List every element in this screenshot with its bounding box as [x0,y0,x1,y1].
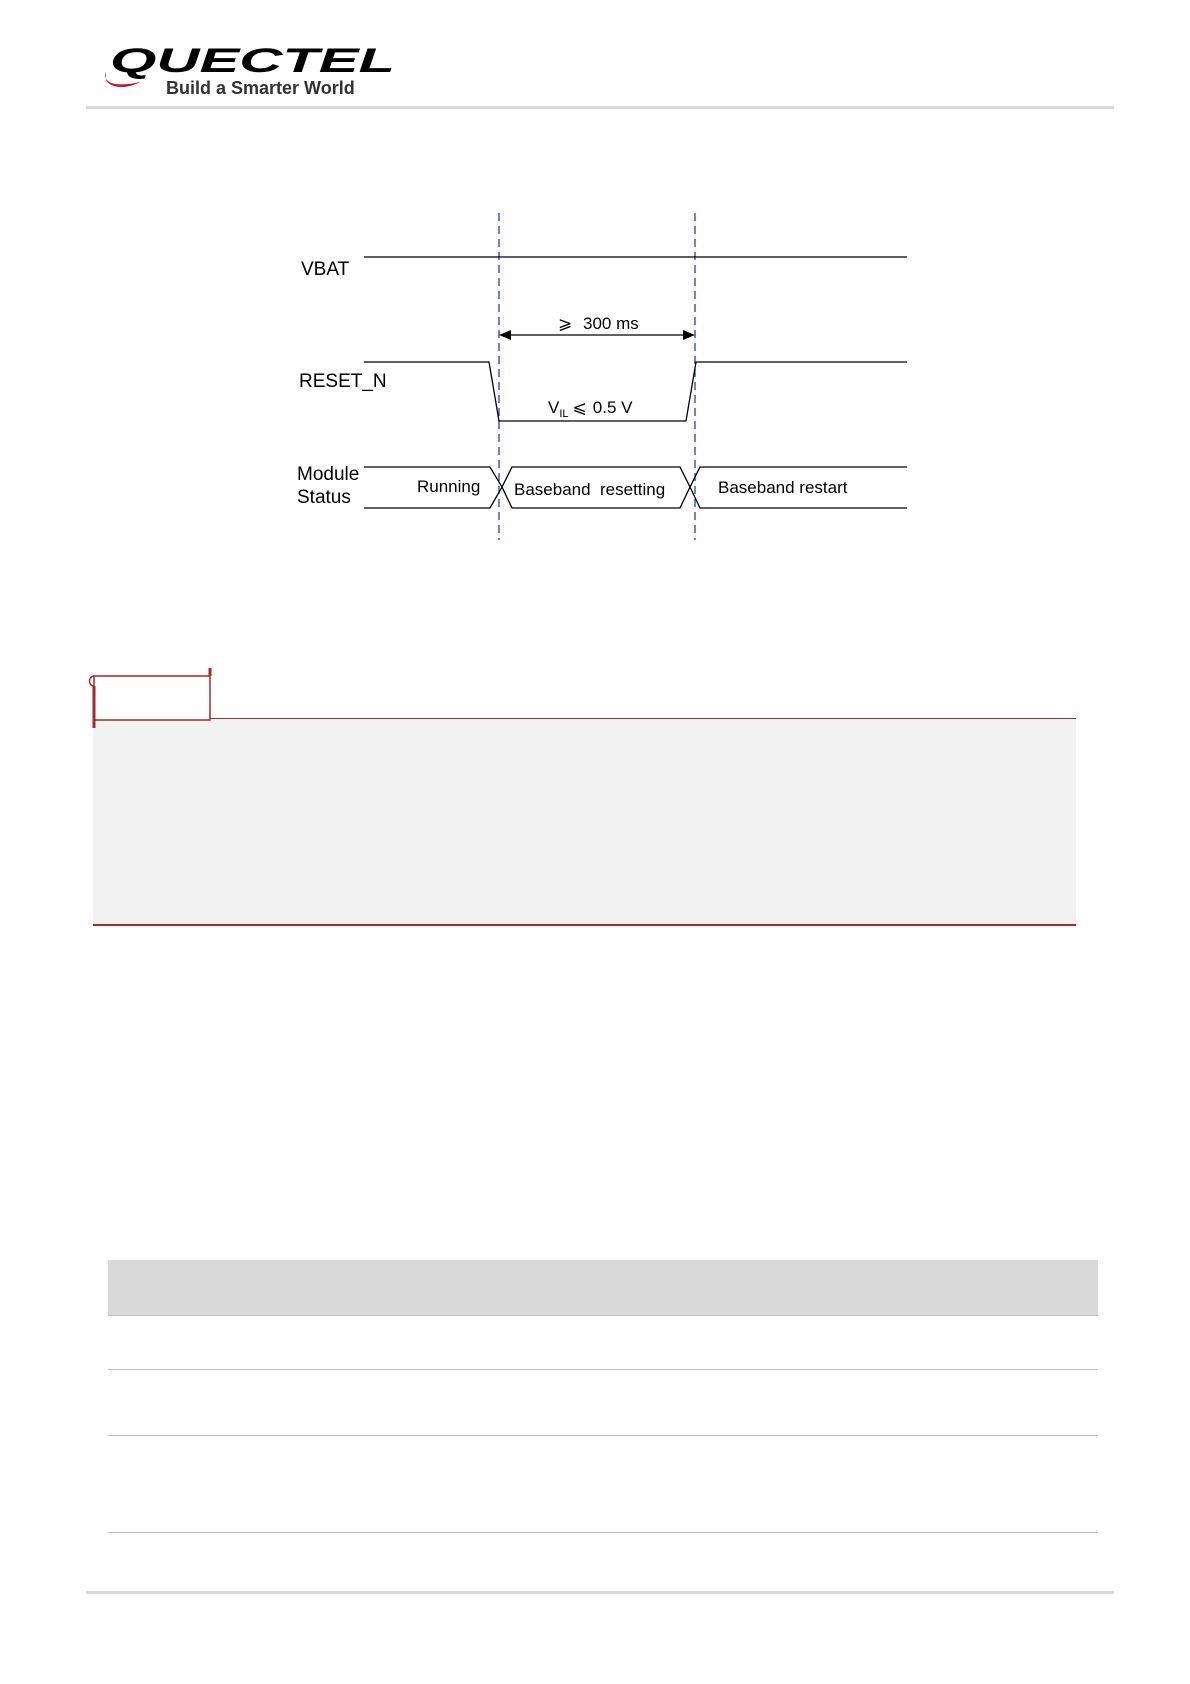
table-header-row [108,1260,1098,1315]
arrow-head-right-icon [683,330,695,340]
state-baseband-resetting: Baseband resetting [514,480,666,499]
table-row-divider [108,1435,1098,1436]
arrow-head-left-icon [499,330,511,340]
note-bottom-rule [93,924,1076,926]
logo-wordmark: QUECTEL [110,42,395,80]
reset-timing-diagram [280,205,940,545]
logo-tagline: Build a Smarter World [166,78,355,98]
note-top-rule [93,718,1076,719]
footer-rule [86,1591,1114,1594]
table-row-divider [108,1315,1098,1316]
reset-n-label: RESET_N [299,371,387,392]
module-status-label-line2: Status [297,487,351,508]
module-status-label-line1: Module [297,464,360,485]
vil-label: $V_{IL}$ ⩽ 0.5 V [548,398,633,420]
table-row-divider [108,1532,1098,1533]
header-rule [86,106,1114,109]
state-baseband-restart: Baseband restart [718,478,848,497]
pulse-width-label: ⩾ 300 ms [558,314,639,333]
note-panel [93,718,1076,926]
table-row-divider [108,1369,1098,1370]
reset-n-waveform [364,362,907,421]
vbat-label: VBAT [301,259,350,280]
state-running: Running [417,477,481,496]
quectel-logo [100,42,400,102]
note-scroll-icon [88,668,216,728]
